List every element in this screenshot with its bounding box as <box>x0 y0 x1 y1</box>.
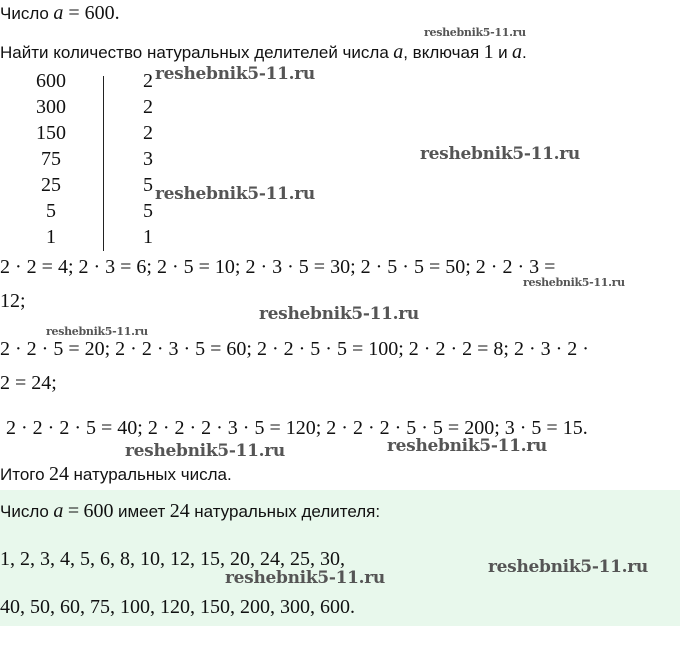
answer-has: имеет <box>118 502 166 521</box>
task-text: Найти количество натуральных делителей числа <box>0 43 389 62</box>
answer-var: a <box>53 500 64 522</box>
products-line-1: 2 · 2 = 4; 2 · 3 = 6; 2 · 5 = 10; 2 · 3 · 5 = 30; 2 · 5 · 5 = 50; 2 · 2 · 3 = <box>0 256 556 278</box>
task-line <box>0 41 527 64</box>
answer-label: Число <box>0 502 49 521</box>
total-line <box>0 463 232 486</box>
task-end: . <box>522 43 527 62</box>
fac-right-0: 2 <box>143 70 153 92</box>
total-suffix: натуральных числа. <box>73 465 232 484</box>
watermark: reshebnik5-11.ru <box>155 184 315 204</box>
answer-suffix: натуральных делителя: <box>194 502 381 521</box>
fac-right-1: 2 <box>143 96 153 118</box>
fac-left-0: 600 <box>36 70 66 92</box>
task-var1: a <box>393 41 404 63</box>
intro-line <box>0 2 120 25</box>
products-line-5: 2 · 2 · 2 · 5 = 40; 2 · 2 · 2 · 3 · 5 = 120; 2 · 2 · 2 · 5 · 5 = 200; 3 · 5 = 15. <box>6 417 588 439</box>
fac-left-1: 300 <box>36 96 66 118</box>
watermark: reshebnik5-11.ru <box>125 441 285 461</box>
products-line-4: 2 = 24; <box>0 372 57 394</box>
watermark: reshebnik5-11.ru <box>155 64 315 84</box>
fac-left-2: 150 <box>36 122 66 144</box>
intro-label: Число <box>0 4 49 23</box>
watermark: reshebnik5-11.ru <box>46 325 148 338</box>
fac-right-4: 5 <box>143 174 153 196</box>
watermark: reshebnik5-11.ru <box>424 26 526 39</box>
answer-eq: = <box>67 500 80 522</box>
fac-right-5: 5 <box>143 200 153 222</box>
fac-left-3: 75 <box>41 148 61 170</box>
answer-count: 24 <box>169 500 190 522</box>
watermark: reshebnik5-11.ru <box>259 304 419 324</box>
fac-left-4: 25 <box>41 174 61 196</box>
watermark: reshebnik5-11.ru <box>225 568 385 588</box>
fac-divider <box>103 76 104 251</box>
products-line-3: 2 · 2 · 5 = 20; 2 · 2 · 3 · 5 = 60; 2 · 2 · 5 · 5 = 100; 2 · 2 · 2 = 8; 2 · 3 · 2 · <box>0 338 589 360</box>
total-prefix: Итого <box>0 465 45 484</box>
task-one: 1 <box>483 41 494 63</box>
watermark: reshebnik5-11.ru <box>488 557 648 577</box>
products-line-2: 12; <box>0 290 26 312</box>
divisors-list-2: 40, 50, 60, 75, 100, 120, 150, 200, 300, 600. <box>0 596 355 618</box>
answer-value: 600 <box>83 500 114 522</box>
fac-right-6: 1 <box>143 226 153 248</box>
total-count: 24 <box>49 463 70 485</box>
task-var2: a <box>512 41 523 63</box>
fac-right-3: 3 <box>143 148 153 170</box>
intro-value: = 600. <box>63 2 120 24</box>
fac-left-6: 1 <box>46 226 56 248</box>
watermark: reshebnik5-11.ru <box>420 144 580 164</box>
task-mid: , включая <box>403 43 480 62</box>
watermark: reshebnik5-11.ru <box>523 276 625 289</box>
fac-right-2: 2 <box>143 122 153 144</box>
task-and: и <box>498 43 508 62</box>
fac-left-5: 5 <box>46 200 56 222</box>
intro-var: a <box>53 2 64 24</box>
divisors-list-1: 1, 2, 3, 4, 5, 6, 8, 10, 12, 15, 20, 24, 25, 30, <box>0 548 345 570</box>
answer-line <box>0 500 380 523</box>
watermark: reshebnik5-11.ru <box>387 436 547 456</box>
